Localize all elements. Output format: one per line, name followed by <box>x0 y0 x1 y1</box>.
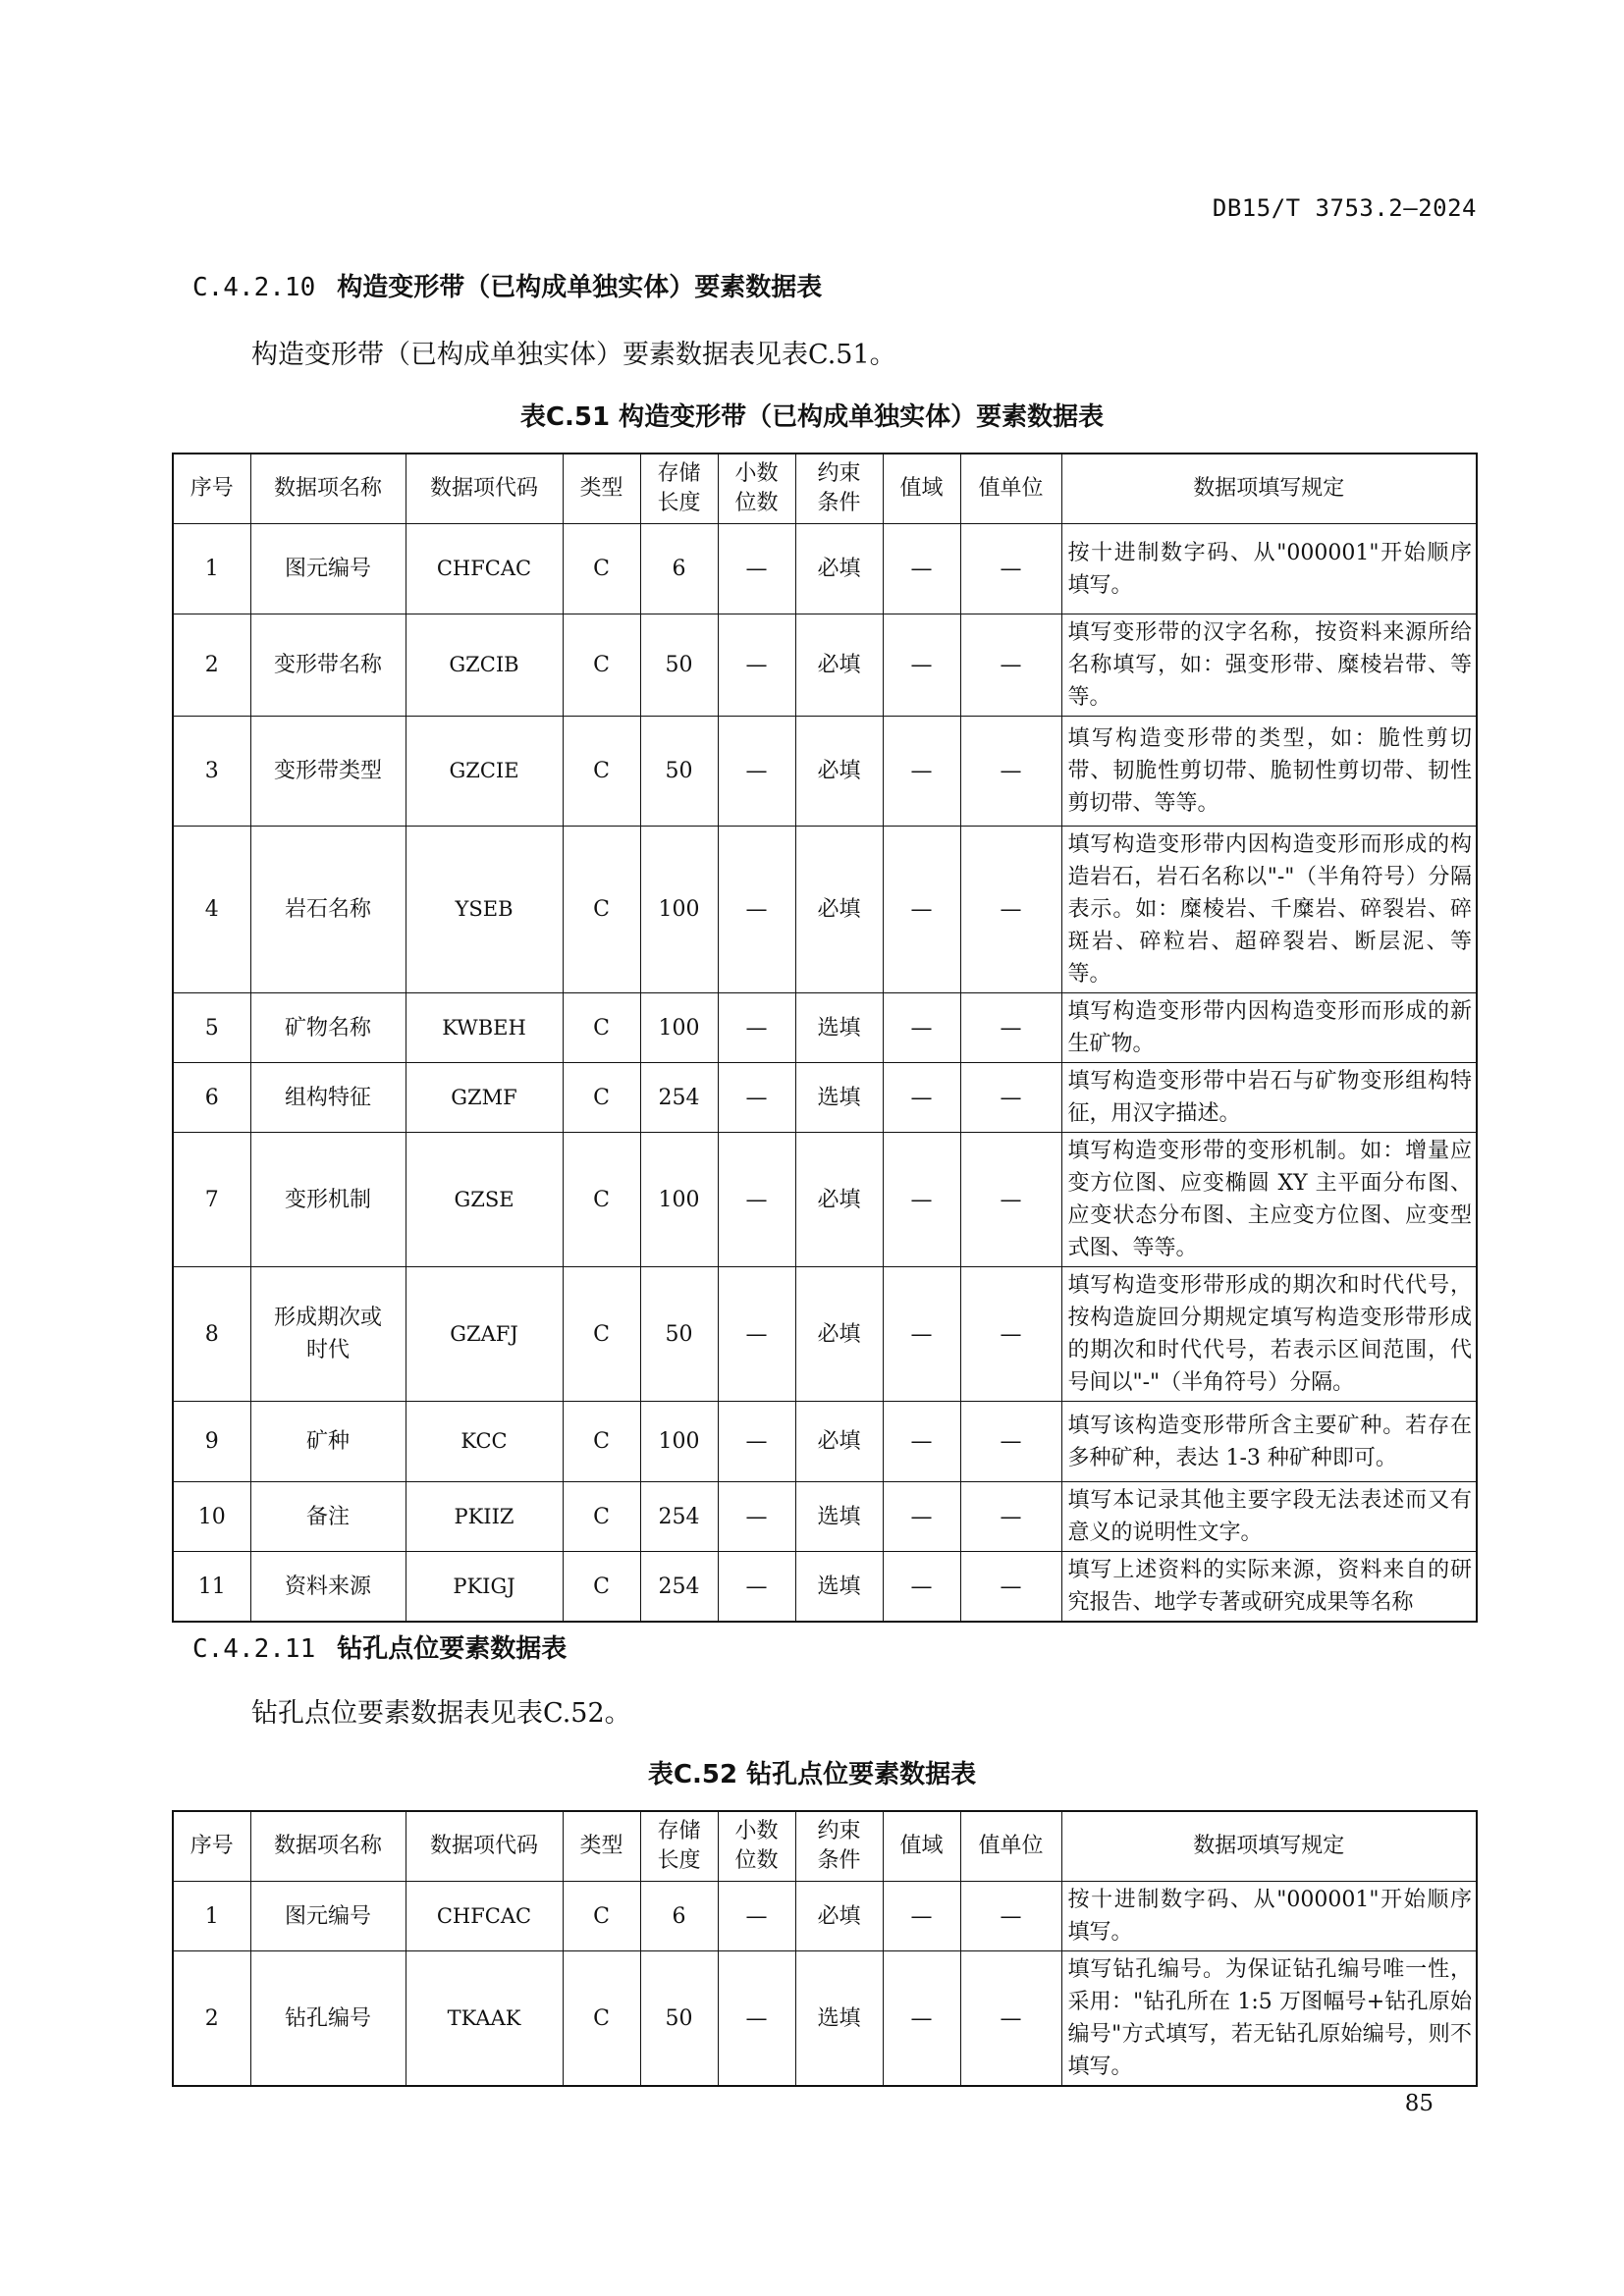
table-row <box>173 993 1477 1063</box>
cell-decimal-places: — <box>718 1402 795 1482</box>
cell-item-name: 钻孔编号 <box>250 1951 406 2087</box>
section-intro-text: 钻孔点位要素数据表见表C.52。 <box>251 1698 631 1729</box>
cell-item-name: 变形机制 <box>250 1133 406 1267</box>
cell-data-type: C <box>563 717 640 827</box>
cell-row-number: 2 <box>173 1951 250 2087</box>
cell-fill-rule: 按十进制数字码、从"000001"开始顺序填写。 <box>1061 1882 1477 1951</box>
table-caption-c51: 表C.51 构造变形带（已构成单独实体）要素数据表 <box>519 402 1105 432</box>
column-header-fill-rule: 数据项填写规定 <box>1061 1811 1477 1882</box>
cell-storage-length: 50 <box>640 717 718 827</box>
cell-value-unit: — <box>960 1482 1061 1552</box>
cell-data-type: C <box>563 1951 640 2087</box>
table-row <box>173 1402 1477 1482</box>
cell-constraint: 必填 <box>795 614 883 717</box>
column-header-data-type: 类型 <box>563 454 640 524</box>
cell-decimal-places: — <box>718 1882 795 1951</box>
cell-value-range: — <box>883 717 960 827</box>
column-header-item-code: 数据项代码 <box>406 454 563 524</box>
cell-constraint: 必填 <box>795 827 883 993</box>
cell-constraint: 必填 <box>795 1402 883 1482</box>
cell-decimal-places: — <box>718 1482 795 1552</box>
cell-fill-rule: 填写钻孔编号。为保证钻孔编号唯一性，采用："钻孔所在 1:5 万图幅号+钻孔原始编号"方式填写，若无钻孔原始编号，则不填写。 <box>1061 1951 1477 2087</box>
cell-item-code: PKIGJ <box>406 1552 563 1623</box>
cell-fill-rule: 填写该构造变形带所含主要矿种。若存在多种矿种，表达 1-3 种矿种即可。 <box>1061 1402 1477 1482</box>
cell-decimal-places: — <box>718 1133 795 1267</box>
cell-data-type: C <box>563 614 640 717</box>
cell-value-range: — <box>883 1133 960 1267</box>
cell-item-name: 变形带类型 <box>250 717 406 827</box>
cell-value-unit: — <box>960 993 1061 1063</box>
cell-fill-rule: 填写构造变形带内因构造变形而形成的新生矿物。 <box>1061 993 1477 1063</box>
cell-value-unit: — <box>960 614 1061 717</box>
cell-data-type: C <box>563 1552 640 1623</box>
cell-row-number: 7 <box>173 1133 250 1267</box>
table-header-row <box>173 454 1477 524</box>
cell-row-number: 10 <box>173 1482 250 1552</box>
cell-storage-length: 50 <box>640 1267 718 1402</box>
table-row <box>173 524 1477 614</box>
cell-item-code: GZCIB <box>406 614 563 717</box>
cell-fill-rule: 填写变形带的汉字名称，按资料来源所给名称填写，如：强变形带、糜棱岩带、等等。 <box>1061 614 1477 717</box>
cell-decimal-places: — <box>718 1552 795 1623</box>
table-row <box>173 1063 1477 1133</box>
cell-item-name: 资料来源 <box>250 1552 406 1623</box>
cell-row-number: 11 <box>173 1552 250 1623</box>
cell-fill-rule: 填写上述资料的实际来源，资料来自的研究报告、地学专著或研究成果等名称 <box>1061 1552 1477 1623</box>
cell-item-name: 矿种 <box>250 1402 406 1482</box>
cell-storage-length: 254 <box>640 1482 718 1552</box>
cell-storage-length: 100 <box>640 1133 718 1267</box>
cell-fill-rule: 填写构造变形带中岩石与矿物变形组构特征，用汉字描述。 <box>1061 1063 1477 1133</box>
table-row <box>173 1882 1477 1951</box>
cell-value-range: — <box>883 827 960 993</box>
cell-row-number: 2 <box>173 614 250 717</box>
cell-value-range: — <box>883 1482 960 1552</box>
cell-item-code: CHFCAC <box>406 1882 563 1951</box>
column-header-value-unit: 值单位 <box>960 1811 1061 1882</box>
cell-decimal-places: — <box>718 1267 795 1402</box>
cell-storage-length: 100 <box>640 827 718 993</box>
cell-value-range: — <box>883 524 960 614</box>
cell-constraint: 必填 <box>795 1882 883 1951</box>
document-code: DB15/T 3753.2—2024 <box>1212 194 1477 222</box>
cell-value-range: — <box>883 1951 960 2087</box>
table-row <box>173 717 1477 827</box>
cell-value-range: — <box>883 993 960 1063</box>
cell-value-range: — <box>883 1063 960 1133</box>
cell-constraint: 选填 <box>795 993 883 1063</box>
cell-value-unit: — <box>960 1402 1061 1482</box>
column-header-constraint: 约束条件 <box>795 454 883 524</box>
cell-data-type: C <box>563 1267 640 1402</box>
cell-value-unit: — <box>960 1552 1061 1623</box>
cell-item-code: CHFCAC <box>406 524 563 614</box>
cell-constraint: 选填 <box>795 1951 883 2087</box>
table-c51 <box>172 453 1478 1623</box>
column-header-value-range: 值域 <box>883 454 960 524</box>
table-row <box>173 1482 1477 1552</box>
cell-storage-length: 50 <box>640 614 718 717</box>
cell-row-number: 9 <box>173 1402 250 1482</box>
cell-storage-length: 6 <box>640 1882 718 1951</box>
cell-item-name: 岩石名称 <box>250 827 406 993</box>
column-header-constraint: 约束条件 <box>795 1811 883 1882</box>
cell-value-unit: — <box>960 1133 1061 1267</box>
cell-data-type: C <box>563 993 640 1063</box>
cell-item-code: PKIIZ <box>406 1482 563 1552</box>
cell-decimal-places: — <box>718 993 795 1063</box>
table-header-row <box>173 1811 1477 1882</box>
cell-storage-length: 100 <box>640 1402 718 1482</box>
cell-item-code: GZSE <box>406 1133 563 1267</box>
cell-fill-rule: 填写构造变形带的类型，如：脆性剪切带、韧脆性剪切带、脆韧性剪切带、韧性剪切带、等等。 <box>1061 717 1477 827</box>
table-row <box>173 1552 1477 1623</box>
cell-item-name: 形成期次或时代 <box>250 1267 406 1402</box>
section-number: C.4.2.11 <box>192 1634 316 1664</box>
cell-value-range: — <box>883 1267 960 1402</box>
cell-item-name: 变形带名称 <box>250 614 406 717</box>
cell-constraint: 必填 <box>795 1267 883 1402</box>
cell-storage-length: 100 <box>640 993 718 1063</box>
table-caption-c52: 表C.52 钻孔点位要素数据表 <box>647 1760 977 1789</box>
column-header-decimal-places: 小数位数 <box>718 1811 795 1882</box>
cell-data-type: C <box>563 1482 640 1552</box>
column-header-item-name: 数据项名称 <box>250 1811 406 1882</box>
column-header-storage-length: 存储长度 <box>640 1811 718 1882</box>
cell-decimal-places: — <box>718 1063 795 1133</box>
cell-fill-rule: 填写本记录其他主要字段无法表述而又有意义的说明性文字。 <box>1061 1482 1477 1552</box>
cell-value-unit: — <box>960 1882 1061 1951</box>
cell-item-code: KCC <box>406 1402 563 1482</box>
column-header-storage-length: 存储长度 <box>640 454 718 524</box>
cell-storage-length: 254 <box>640 1552 718 1623</box>
cell-data-type: C <box>563 524 640 614</box>
cell-constraint: 必填 <box>795 717 883 827</box>
cell-item-code: GZMF <box>406 1063 563 1133</box>
cell-row-number: 5 <box>173 993 250 1063</box>
cell-item-name: 图元编号 <box>250 1882 406 1951</box>
cell-row-number: 6 <box>173 1063 250 1133</box>
cell-data-type: C <box>563 827 640 993</box>
cell-row-number: 1 <box>173 1882 250 1951</box>
cell-value-range: — <box>883 1552 960 1623</box>
cell-row-number: 4 <box>173 827 250 993</box>
cell-fill-rule: 按十进制数字码、从"000001"开始顺序填写。 <box>1061 524 1477 614</box>
column-header-decimal-places: 小数位数 <box>718 454 795 524</box>
cell-item-code: YSEB <box>406 827 563 993</box>
cell-decimal-places: — <box>718 1951 795 2087</box>
cell-item-name: 图元编号 <box>250 524 406 614</box>
cell-constraint: 选填 <box>795 1063 883 1133</box>
section-heading-c4210 <box>192 267 822 303</box>
cell-data-type: C <box>563 1402 640 1482</box>
cell-item-code: KWBEH <box>406 993 563 1063</box>
cell-fill-rule: 填写构造变形带的变形机制。如：增量应变方位图、应变椭圆 XY 主平面分布图、应变状态分布图、主应变方位图、应变型式图、等等。 <box>1061 1133 1477 1267</box>
cell-value-range: — <box>883 614 960 717</box>
column-header-fill-rule: 数据项填写规定 <box>1061 454 1477 524</box>
cell-decimal-places: — <box>718 614 795 717</box>
section-title: 钻孔点位要素数据表 <box>337 1634 568 1664</box>
cell-fill-rule: 填写构造变形带内因构造变形而形成的构造岩石，岩石名称以"-"（半角符号）分隔表示。如：糜棱岩、千糜岩、碎裂岩、碎斑岩、碎粒岩、超碎裂岩、断层泥、等等。 <box>1061 827 1477 993</box>
section-intro-text: 构造变形带（已构成单独实体）要素数据表见表C.51。 <box>251 340 896 370</box>
cell-data-type: C <box>563 1063 640 1133</box>
cell-decimal-places: — <box>718 717 795 827</box>
table-row <box>173 614 1477 717</box>
cell-item-name: 备注 <box>250 1482 406 1552</box>
cell-storage-length: 50 <box>640 1951 718 2087</box>
cell-item-code: GZCIE <box>406 717 563 827</box>
cell-storage-length: 6 <box>640 524 718 614</box>
column-header-value-range: 值域 <box>883 1811 960 1882</box>
section-number: C.4.2.10 <box>192 273 316 302</box>
cell-row-number: 8 <box>173 1267 250 1402</box>
cell-constraint: 必填 <box>795 1133 883 1267</box>
cell-value-unit: — <box>960 827 1061 993</box>
cell-row-number: 3 <box>173 717 250 827</box>
column-header-item-name: 数据项名称 <box>250 454 406 524</box>
table-c52 <box>172 1810 1478 2087</box>
cell-constraint: 必填 <box>795 524 883 614</box>
page-number: 85 <box>1404 2091 1434 2116</box>
cell-decimal-places: — <box>718 524 795 614</box>
column-header-data-type: 类型 <box>563 1811 640 1882</box>
cell-constraint: 选填 <box>795 1482 883 1552</box>
table-row <box>173 1951 1477 2087</box>
section-title: 构造变形带（已构成单独实体）要素数据表 <box>337 273 823 302</box>
cell-value-unit: — <box>960 1951 1061 2087</box>
cell-value-unit: — <box>960 1267 1061 1402</box>
cell-value-range: — <box>883 1882 960 1951</box>
cell-value-unit: — <box>960 717 1061 827</box>
cell-value-unit: — <box>960 1063 1061 1133</box>
cell-item-name: 组构特征 <box>250 1063 406 1133</box>
column-header-item-code: 数据项代码 <box>406 1811 563 1882</box>
cell-item-code: GZAFJ <box>406 1267 563 1402</box>
cell-item-code: TKAAK <box>406 1951 563 2087</box>
table-row <box>173 1267 1477 1402</box>
cell-data-type: C <box>563 1133 640 1267</box>
table-row <box>173 1133 1477 1267</box>
cell-value-range: — <box>883 1402 960 1482</box>
column-header-value-unit: 值单位 <box>960 454 1061 524</box>
section-heading-c4211 <box>192 1629 567 1665</box>
column-header-row-number: 序号 <box>173 454 250 524</box>
cell-item-name: 矿物名称 <box>250 993 406 1063</box>
column-header-row-number: 序号 <box>173 1811 250 1882</box>
cell-decimal-places: — <box>718 827 795 993</box>
cell-fill-rule: 填写构造变形带形成的期次和时代代号，按构造旋回分期规定填写构造变形带形成的期次和时代代号，若表示区间范围，代号间以"-"（半角符号）分隔。 <box>1061 1267 1477 1402</box>
cell-data-type: C <box>563 1882 640 1951</box>
cell-value-unit: — <box>960 524 1061 614</box>
cell-constraint: 选填 <box>795 1552 883 1623</box>
cell-storage-length: 254 <box>640 1063 718 1133</box>
table-row <box>173 827 1477 993</box>
cell-row-number: 1 <box>173 524 250 614</box>
